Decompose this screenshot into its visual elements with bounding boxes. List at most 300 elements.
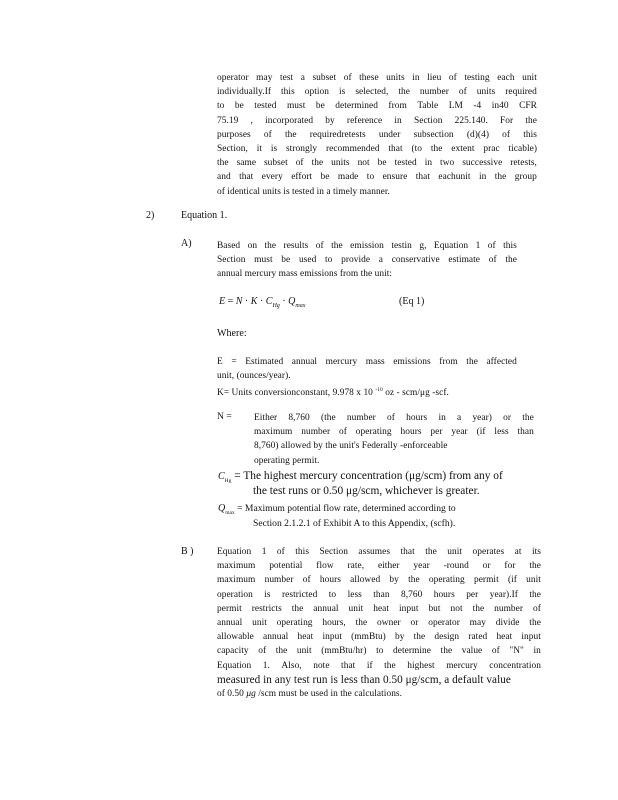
def-c-text: = The highest mercury concentration (μg/scm) from any of [231,470,503,482]
word: the [522,413,534,423]
word: must [286,101,306,112]
word: LM [448,101,463,112]
word: Section [319,547,348,557]
word: Estimated [245,357,284,367]
word: Section [413,115,443,126]
eq-sub-max: max [295,303,306,309]
word: hours [406,413,428,423]
word: each [497,73,515,83]
word: this [281,87,295,98]
text-line: of identical units is tested in a timely manner. [217,186,390,197]
word: Based [217,241,241,251]
def-k [217,383,517,400]
paragraph-retest-subset [217,71,537,199]
word: the [275,646,288,657]
text-line [217,545,541,559]
word: of [339,427,347,438]
word: owner [377,618,401,629]
word: permit [217,603,242,614]
word: input [398,603,419,614]
eq-dot: · [244,296,249,307]
word: less [347,589,362,600]
word: design [434,632,460,643]
eq-sub-hg: Hg [272,303,280,309]
def-q-line-2: Section 2.1.2.1 of Exhibit A to this Appendix, (scfh). [253,518,456,529]
word: the [264,241,277,251]
word: to [325,255,333,266]
def-k-exponent: -10 [375,387,383,394]
word: "N" [509,646,524,657]
word: that [415,172,431,183]
eq-symbol-c: C [265,296,273,307]
word: of [448,73,457,83]
word: lieu [427,73,442,83]
word: hours [319,575,341,586]
def-c-hg-line-2: the test runs or 0.50 μg/scm, whichever is greater. [253,485,480,497]
word: the [529,589,541,600]
word: in [412,73,420,83]
word: is [270,144,278,155]
word: selected, [355,87,389,98]
word: For [500,115,514,126]
word: its [531,547,541,557]
word: in40 [491,101,509,112]
word: the [331,241,343,251]
word: number [264,575,294,586]
word: 8,760 [288,413,310,423]
word: that [400,547,415,557]
word: not [450,603,463,614]
text-line [217,156,537,170]
word: flow [316,561,334,572]
word: to [376,646,384,657]
text-line [217,644,541,658]
word: for [504,561,516,572]
word: not [357,158,370,169]
word: eachunit [438,172,471,183]
word: the [384,660,396,671]
word: extent [451,144,475,155]
word: of [488,255,497,266]
word: annual [263,632,289,643]
def-e-line-2: unit, (ounces/year). [217,371,291,382]
word: highest [407,660,435,671]
equation-number: (Eq 1) [399,296,425,307]
word: heat [496,632,513,643]
word: be [281,255,291,266]
word: number [346,413,376,423]
word: the [529,561,541,572]
word: of [491,646,500,657]
word: than [517,427,534,438]
word: successive [462,158,503,169]
word: ticable) [508,144,537,155]
word: hours [400,427,422,438]
word: either [377,561,400,572]
text-line [217,602,541,616]
word: Either [254,413,278,423]
word: hours [433,589,455,600]
word: per [430,427,443,438]
word: annual [313,603,339,614]
def-q-max [218,502,456,529]
word: emission [350,241,384,251]
word: a [457,413,462,423]
word: mercury [325,357,358,367]
word: subset [312,73,337,83]
word: and [217,172,231,183]
text-line [217,659,541,673]
word: this [295,547,310,557]
text-line [217,588,541,602]
word: the [466,357,478,367]
word: (if [507,575,517,586]
word: operates [472,547,505,557]
word: that [239,172,254,183]
def-q-symbol: $Q_{max}$ [218,503,235,516]
word: testing [464,73,490,83]
eq-equals: = [227,296,234,307]
word: every [261,172,283,183]
text-line-last [217,687,541,701]
word: annual [291,357,318,367]
word: be [315,101,325,112]
word: used [298,255,317,266]
word: assumes [358,547,391,557]
text-line: 8,760) allowed by the unit's Federally -enforceable [254,441,448,452]
word: -4 [473,101,482,112]
word: of [487,241,496,251]
eq-dot: · [259,296,264,307]
word: CFR [519,101,537,112]
word: prac [483,144,500,155]
eq-dot: · [282,296,286,307]
word: a [378,255,384,266]
word: the [430,144,443,155]
word: year) [472,413,492,423]
word: the [408,575,420,586]
word: in [438,413,446,423]
word: the [217,158,229,169]
word: the [505,255,517,266]
eq-symbol-n: N [235,296,243,307]
word: annual [217,618,243,629]
word: to [217,101,225,112]
word: the [311,158,324,169]
def-c-symbol: $C_{Hg}$ [218,471,232,484]
word: less [494,427,509,438]
word: in [478,172,487,183]
item-marker-b: B ) [181,546,194,557]
word: tested [394,158,417,169]
word: of [302,575,311,586]
text-line [217,170,537,184]
word: reference [346,115,383,126]
mu-symbol: μg [246,689,256,700]
word: two [440,158,455,169]
word: per [466,589,479,600]
word: allowed [350,575,381,586]
def-k-text: K= Units conversionconstant, 9.978 x 10 [217,388,373,399]
word: made [337,172,359,183]
text-line [217,630,541,644]
word: be [377,158,387,169]
word: unit [447,547,463,557]
word: retests, [510,158,537,169]
word: hours, [322,618,346,629]
where-label: Where: [217,328,247,339]
word: restricts [251,603,282,614]
word: by [325,115,335,126]
def-e-line-1 [217,355,517,369]
word: subset [263,158,288,169]
word: Equation [217,660,252,671]
word: by [389,575,399,586]
word: ensure [382,172,408,183]
def-k-units: oz - scm/μg -scf. [385,388,449,399]
word: Section [217,255,246,266]
word: 1 [475,241,481,251]
word: these [359,73,379,83]
word: is [339,87,346,98]
word: this [523,129,537,140]
word: Equation [433,241,469,251]
section-marker-2: 2) [146,210,155,221]
word: unit [348,603,364,614]
word: same [236,158,257,169]
word: g, [419,241,427,251]
word: from [439,357,458,367]
word: rated [468,632,488,643]
word: from [388,101,407,112]
word: than [373,589,390,600]
word: be [234,101,244,112]
word: individually.If [217,87,272,98]
word: strongly [285,144,318,155]
word: of [258,646,267,657]
word: of [532,603,541,614]
word: the [284,129,297,140]
word: provide [341,255,371,266]
word: testin [391,241,412,251]
word: units [476,87,496,98]
word: to [366,172,375,183]
word: of [295,158,304,169]
last-line-part-a: of 0.50 [217,689,244,700]
word: group [514,172,537,183]
word: (the [320,413,336,423]
word: number [301,427,331,438]
text-line [217,99,537,113]
word: but [428,603,441,614]
word: the [440,646,453,657]
word: number [419,87,449,98]
word: that [341,660,356,671]
word: potential [269,561,303,572]
word: of [276,547,285,557]
word: input [322,632,342,643]
word: in [424,158,433,169]
word: unit [296,646,312,657]
word: this [503,241,517,251]
word: subsection [413,129,454,140]
word: operating [355,427,392,438]
word: on [247,241,258,251]
text-line [217,616,541,630]
text-line [217,253,517,267]
word: operating [428,575,465,586]
text-line [217,239,517,253]
word: mercury [446,660,478,671]
word: of [458,87,467,98]
word: operator [217,73,249,83]
word: , [250,115,253,126]
paragraph-item-b [217,545,541,701]
word: incorporated [265,115,314,126]
word: determined [335,101,378,112]
word: heat [297,632,314,643]
word: capacity [217,646,249,657]
word: (to [411,144,423,155]
last-line-part-b: /scm must be used in the calculations. [255,689,403,700]
text-line [254,411,534,425]
def-n-label: N = [217,411,232,422]
word: if [366,660,373,671]
word: year [451,427,468,438]
eq-symbol-k: K [250,296,258,307]
def-q-text: = Maximum potential flow rate, determined according to [234,503,456,514]
word: recommended [325,144,380,155]
word: it [256,144,262,155]
word: estimate [448,255,481,266]
word: or [410,618,419,629]
text-line: annual mercury mass emissions from the unit: [217,269,393,280]
word: 75.19 [217,115,239,126]
word: maximum [217,561,256,572]
word: a [300,73,305,83]
word: the [525,115,537,126]
word: 1 [261,547,267,557]
word: must [254,255,273,266]
word: that [388,144,403,155]
word: (d)(4) [466,129,489,140]
word: the [398,87,410,98]
word: heat [373,603,390,614]
text-line [217,85,537,99]
word: 225.140. [454,115,488,126]
def-n-text [254,411,534,468]
word: unit [522,73,537,83]
word: affected [486,357,517,367]
word: conservative [391,255,440,266]
word: to [328,589,337,600]
text-line-default-value: measured in any test run is less than 0.50 μg/scm, a default value [217,673,511,686]
word: (mmBtu/hr) [321,646,367,657]
text-line [254,425,534,439]
text-line [217,573,541,587]
word: of [315,241,324,251]
text-line [217,128,537,142]
word: maximum [254,427,293,438]
word: maximum [217,575,256,586]
word: allowable [217,632,254,643]
word: of [502,129,511,140]
word: the [413,632,426,643]
word: requiredretests [309,129,366,140]
word: (mmBtu) [351,632,386,643]
word: option [304,87,330,98]
word: of [343,73,352,83]
word: Table [417,101,439,112]
word: units [331,158,350,169]
text-line [217,114,537,128]
word: year).If [489,589,518,600]
word: under [378,129,401,140]
word: of [387,413,395,423]
word: operator [428,618,460,629]
word: results [283,241,309,251]
definitions-e-k [217,355,517,401]
word: permit [473,575,499,586]
word: may [469,618,486,629]
equation-1 [219,296,305,309]
word: the [355,618,368,629]
word: note [313,660,330,671]
word: input [521,632,541,643]
word: E [217,357,223,367]
word: the [529,618,541,629]
text-line [217,71,537,85]
text-line [217,559,541,573]
word: the [494,172,507,183]
word: purposes [217,129,251,140]
word: tested [254,101,277,112]
eq-symbol-q: Q [288,296,296,307]
word: concentration [489,660,541,671]
word: of [263,129,272,140]
word: value [461,646,483,657]
word: the [291,603,304,614]
word: required [505,87,537,98]
word: units [386,73,405,83]
word: = [231,357,237,367]
word: or [482,561,491,572]
word: -round [443,561,469,572]
word: test [279,73,294,83]
word: divide [495,618,520,629]
word: in [533,646,541,657]
word: number [494,603,524,614]
word: in [394,115,402,126]
word: 8,760 [400,589,423,600]
word: unit [252,618,267,629]
paragraph-item-a [217,239,517,282]
word: Also, [281,660,302,671]
word: by [395,632,405,643]
eq-symbol-e: E [219,296,226,307]
text-line [217,142,537,156]
text-line: operating permit. [254,455,320,466]
word: 1. [262,660,270,671]
word: determine [393,646,431,657]
word: operation [217,589,253,600]
word: or [503,413,512,423]
word: (if [476,427,486,438]
word: the [472,603,485,614]
word: effort [291,172,313,183]
word: Section, [217,144,248,155]
word: restricted [282,589,318,600]
